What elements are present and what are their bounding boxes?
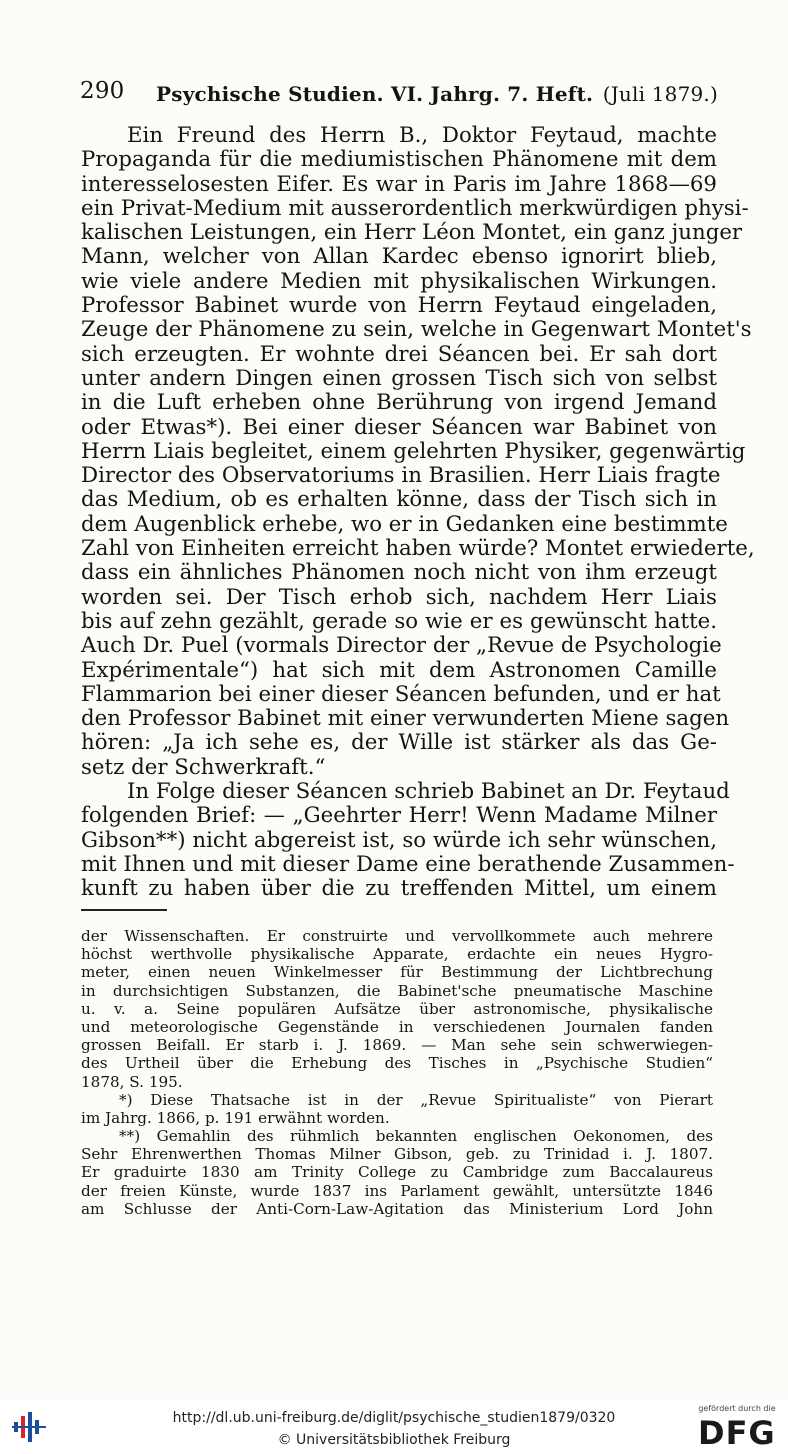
footnote-line: der Wissenschaften. Er construirte und vervollkommete auch mehrere — [81, 927, 713, 945]
text-line: Auch Dr. Puel (vormals Director der „Revue de Psychologie — [81, 633, 722, 659]
footnote-line: am Schlusse der Anti-Corn-Law-Agitation das Ministerium Lord John — [81, 1199, 713, 1218]
text-line: Gibson**) nicht abgereist ist, so würde ich sehr wünschen, — [81, 827, 717, 853]
footnote-line: **) Gemahlin des rühmlich bekannten englischen Oekonomen, des — [119, 1127, 713, 1146]
text-line: Director des Observatoriums in Brasilien. Herr Liais fragte — [81, 463, 721, 489]
text-line: Zahl von Einheiten erreicht haben würde? Montet erwiederte, — [81, 536, 755, 562]
footnote-line: in durchsichtigen Substanzen, die Babinet'sche pneumatische Maschine — [81, 981, 713, 1000]
footnote-line: u. v. a. Seine populären Aufsätze über astronomische, physikalische — [81, 999, 713, 1018]
text-line: dass ein ähnliches Phänomen noch nicht von ihm erzeugt — [81, 560, 717, 586]
text-line: Ein Freund des Herrn B., Doktor Feytaud, machte — [127, 123, 717, 148]
text-line: Professor Babinet wurde von Herrn Feytaud eingeladen, — [81, 293, 717, 319]
footnote-line: 1878, S. 195. — [81, 1072, 183, 1091]
text-line: setz der Schwerkraft.“ — [81, 754, 326, 780]
footnote-line: grossen Beifall. Er starb i. J. 1869. — Man sehe sein schwerwiegen- — [81, 1036, 713, 1055]
footnote-line: höchst werthvolle physikalische Apparate, erdachte ein neues Hygro- — [81, 945, 713, 964]
copyright-notice: © Universitätsbibliothek Freiburg — [277, 1432, 511, 1448]
text-line: Herrn Liais begleitet, einem gelehrten Physiker, gegenwärtig — [81, 438, 746, 464]
text-line: Propaganda für die mediumistischen Phänomene mit dem — [81, 147, 717, 173]
text-line: kalischen Leistungen, ein Herr Léon Montet, ein ganz junger — [81, 220, 743, 246]
text-line: folgenden Brief: — „Geehrter Herr! Wenn Madame Milner — [81, 803, 717, 829]
viewer-footer — [0, 1400, 788, 1454]
text-line: in die Luft erheben ohne Berührung von irgend Jemand — [81, 390, 717, 416]
running-title: Psychische Studien. VI. Jahrg. 7. Heft. — [156, 82, 594, 106]
text-line: oder Etwas*). Bei einer dieser Séancen war Babinet von — [81, 414, 717, 440]
source-url-link[interactable]: http://dl.ub.uni-freiburg.de/diglit/psychische_studien1879/0320 — [172, 1410, 616, 1426]
page-number: 290 — [80, 78, 125, 104]
text-line: In Folge dieser Séancen schrieb Babinet an Dr. Feytaud — [127, 779, 730, 805]
footnote-line: Er graduirte 1830 am Trinity College zu Cambridge zum Baccalaureus — [81, 1163, 713, 1182]
text-line: mit Ihnen und mit dieser Dame eine berathende Zusammen- — [81, 851, 735, 877]
footnote-line: meter, einen neuen Winkelmesser für Bestimmung der Lichtbrechung — [81, 963, 713, 982]
text-line: Mann, welcher von Allan Kardec ebenso ignorirt blieb, — [81, 244, 717, 270]
footnote-line: im Jahrg. 1866, p. 191 erwähnt worden. — [81, 1108, 390, 1127]
footnote-divider — [81, 909, 167, 911]
footnote-line: und meteorologische Gegenstände in verschiedenen Journalen fanden — [81, 1017, 713, 1036]
text-line: wie viele andere Medien mit physikalischen Wirkungen. — [81, 268, 717, 294]
text-line: den Professor Babinet mit einer verwunderten Miene sagen — [81, 706, 730, 732]
text-line: dem Augenblick erhebe, wo er in Gedanken eine bestimmte — [81, 511, 728, 537]
funding-note: gefördert durch die — [698, 1404, 776, 1413]
text-line: ein Privat-Medium mit ausserordentlich merkwürdigen physi- — [81, 195, 749, 221]
footnote-line: *) Diese Thatsache ist in der „Revue Spiritualiste“ von Pierart — [119, 1090, 713, 1109]
dfg-logo — [696, 1404, 778, 1450]
issue-date: (Juli 1879.) — [602, 82, 718, 106]
text-line: sich erzeugten. Er wohnte drei Séancen bei. Er sah dort — [81, 341, 717, 367]
text-line: Flammarion bei einer dieser Séancen befunden, und er hat — [81, 681, 721, 707]
text-line: kunft zu haben über die zu treffenden Mittel, um einem — [81, 876, 717, 902]
text-line: Expérimentale“) hat sich mit dem Astronomen Camille — [81, 657, 717, 683]
text-line: hören: „Ja ich sehe es, der Wille ist stärker als das Ge- — [81, 730, 717, 756]
text-line: worden sei. Der Tisch erhob sich, nachdem Herr Liais — [81, 584, 717, 610]
text-line: bis auf zehn gezählt, gerade so wie er es gewünscht hatte. — [81, 608, 717, 634]
text-line: unter andern Dingen einen grossen Tisch sich von selbst — [81, 365, 717, 391]
footnote-line: des Urtheil über die Erhebung des Tisches in „Psychische Studien“ — [81, 1054, 713, 1073]
main-text — [81, 123, 755, 902]
text-line: Zeuge der Phänomene zu sein, welche in Gegenwart Montet's — [81, 317, 752, 343]
running-header — [80, 78, 718, 108]
dfg-wordmark: DFG — [698, 1414, 776, 1452]
footnote-line: der freien Künste, wurde 1837 ins Parlament gewählt, untersützte 1846 — [81, 1181, 713, 1200]
footnotes — [81, 927, 713, 1218]
text-line: das Medium, ob es erhalten könne, dass der Tisch sich in — [81, 487, 717, 513]
text-line: interesselosesten Eifer. Es war in Paris im Jahre 1868—69 — [81, 171, 717, 197]
footnote-line: Sehr Ehrenwerthen Thomas Milner Gibson, geb. zu Trinidad i. J. 1807. — [81, 1145, 713, 1164]
